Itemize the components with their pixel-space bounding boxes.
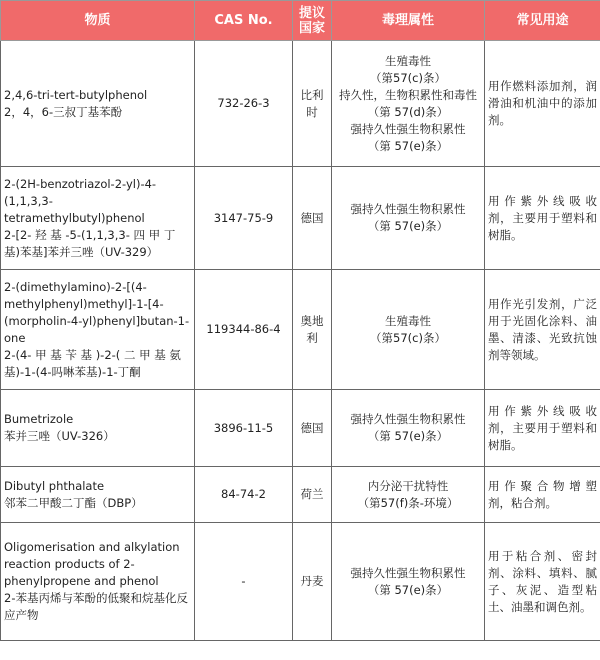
toxicity-line: 内分泌干扰特性 <box>367 478 449 493</box>
toxicity-cell <box>332 167 485 270</box>
common-use: 用于粘合剂、密封剂、涂料、填料、腻子、灰泥、造型粘土、油墨和调色剂。 <box>485 523 600 641</box>
substance-english-name: Oligomerisation and alkylation reaction products of 2-phenylpropene and phenol <box>4 540 180 588</box>
substance-english-name: 2-(dimethylamino)-2-[(4-methylphenyl)methyl]-1-[4-(morpholin-4-yl)phenyl]butan-1-one <box>4 279 190 345</box>
common-use: 用作光引发剂，广泛用于光固化涂料、油墨、清漆、光致抗蚀剂等领域。 <box>485 270 600 390</box>
common-use: 用 作 紫 外 线 吸 收 剂，主要用于塑料和树脂。 <box>485 167 600 270</box>
proposing-country: 德国 <box>293 167 332 270</box>
substance-english-name: 2-(2H-benzotriazol-2-yl)-4-(1,1,3,3-tetramethylbutyl)phenol <box>4 176 157 225</box>
toxicity-line: （第 57(e)条） <box>367 138 449 153</box>
proposing-country: 德国 <box>293 390 332 467</box>
proposing-country: 丹麦 <box>293 523 332 641</box>
substance-cell <box>1 523 195 641</box>
common-use: 用 作 聚 合 物 增 塑 剂，粘合剂。 <box>485 467 600 523</box>
substance-chinese-name: 2-苯基丙烯与苯酚的低聚和烷基化反应产物 <box>4 591 188 622</box>
substance-chinese-name: 2，4，6-三叔丁基苯酚 <box>4 104 123 119</box>
table-row <box>1 467 600 523</box>
proposing-country: 奥地利 <box>293 270 332 390</box>
substance-chinese-name: 2-[2- 羟 基 -5-(1,1,3,3- 四 甲 丁基)苯基]苯并三唑（UV-329） <box>4 227 176 259</box>
proposing-country: 荷兰 <box>293 467 332 523</box>
substance-cell <box>1 467 195 523</box>
toxicity-line: （第 57(e)条） <box>367 219 449 233</box>
proposing-country: 比利时 <box>293 41 332 167</box>
header-country: 提议国家 <box>293 1 332 41</box>
table-row <box>1 167 600 270</box>
substance-english-name: Bumetrizole <box>4 412 74 426</box>
common-use: 用作燃料添加剂，润滑油和机油中的添加剂。 <box>485 41 600 167</box>
substance-cell <box>1 41 195 167</box>
cas-number: - <box>195 523 293 641</box>
substance-cell <box>1 390 195 467</box>
substance-cell <box>1 270 195 390</box>
toxicity-cell <box>332 467 485 523</box>
toxicity-line: （第57(c)条） <box>370 70 446 85</box>
table-row <box>1 41 600 167</box>
toxicity-line: （第 57(e)条） <box>367 429 449 443</box>
substance-chinese-name: 2-(4- 甲 基 苄 基 )-2-( 二 甲 基 氨 基)-1-(4-吗啉苯基)-1-丁酮 <box>4 347 181 379</box>
cas-number: 3147-75-9 <box>195 167 293 270</box>
substance-chinese-name: 苯并三唑（UV-326） <box>4 429 115 443</box>
toxicity-cell <box>332 41 485 167</box>
substance-cell <box>1 167 195 270</box>
toxicity-line: 强持久性强生物积累性 <box>350 202 466 216</box>
substance-english-name: Dibutyl phthalate <box>4 478 105 493</box>
cas-number: 119344-86-4 <box>195 270 293 390</box>
toxicity-line: （第57(f)条-环境） <box>357 495 459 510</box>
header-row <box>1 1 600 41</box>
toxicity-line: （第 57(e)条） <box>367 582 449 597</box>
toxicity-line: 持久性，生物积累性和毒性 <box>339 87 477 102</box>
toxicity-line: 强持久性强生物积累性 <box>350 121 466 136</box>
toxicity-line: （第 57(d)条） <box>367 104 449 119</box>
table-row <box>1 523 600 641</box>
toxicity-cell <box>332 523 485 641</box>
table-row <box>1 390 600 467</box>
toxicity-line: 强持久性强生物积累性 <box>350 412 466 426</box>
toxicity-line: 强持久性强生物积累性 <box>350 565 466 580</box>
toxicity-line: （第57(c)条） <box>370 330 446 345</box>
header-toxicity: 毒理属性 <box>332 1 485 41</box>
header-cas: CAS No. <box>195 1 293 41</box>
header-substance: 物质 <box>1 1 195 41</box>
cas-number: 732-26-3 <box>195 41 293 167</box>
toxicity-line: 生殖毒性 <box>385 53 431 68</box>
header-use: 常见用途 <box>485 1 600 41</box>
cas-number: 3896-11-5 <box>195 390 293 467</box>
substance-english-name: 2,4,6-tri-tert-butylphenol <box>4 87 148 102</box>
toxicity-cell <box>332 390 485 467</box>
substance-chinese-name: 邻苯二甲酸二丁酯（DBP） <box>4 495 143 510</box>
common-use: 用 作 紫 外 线 吸 收 剂，主要用于塑料和树脂。 <box>485 390 600 467</box>
cas-number: 84-74-2 <box>195 467 293 523</box>
toxicity-cell <box>332 270 485 390</box>
toxicity-line: 生殖毒性 <box>385 313 431 328</box>
table-row <box>1 270 600 390</box>
